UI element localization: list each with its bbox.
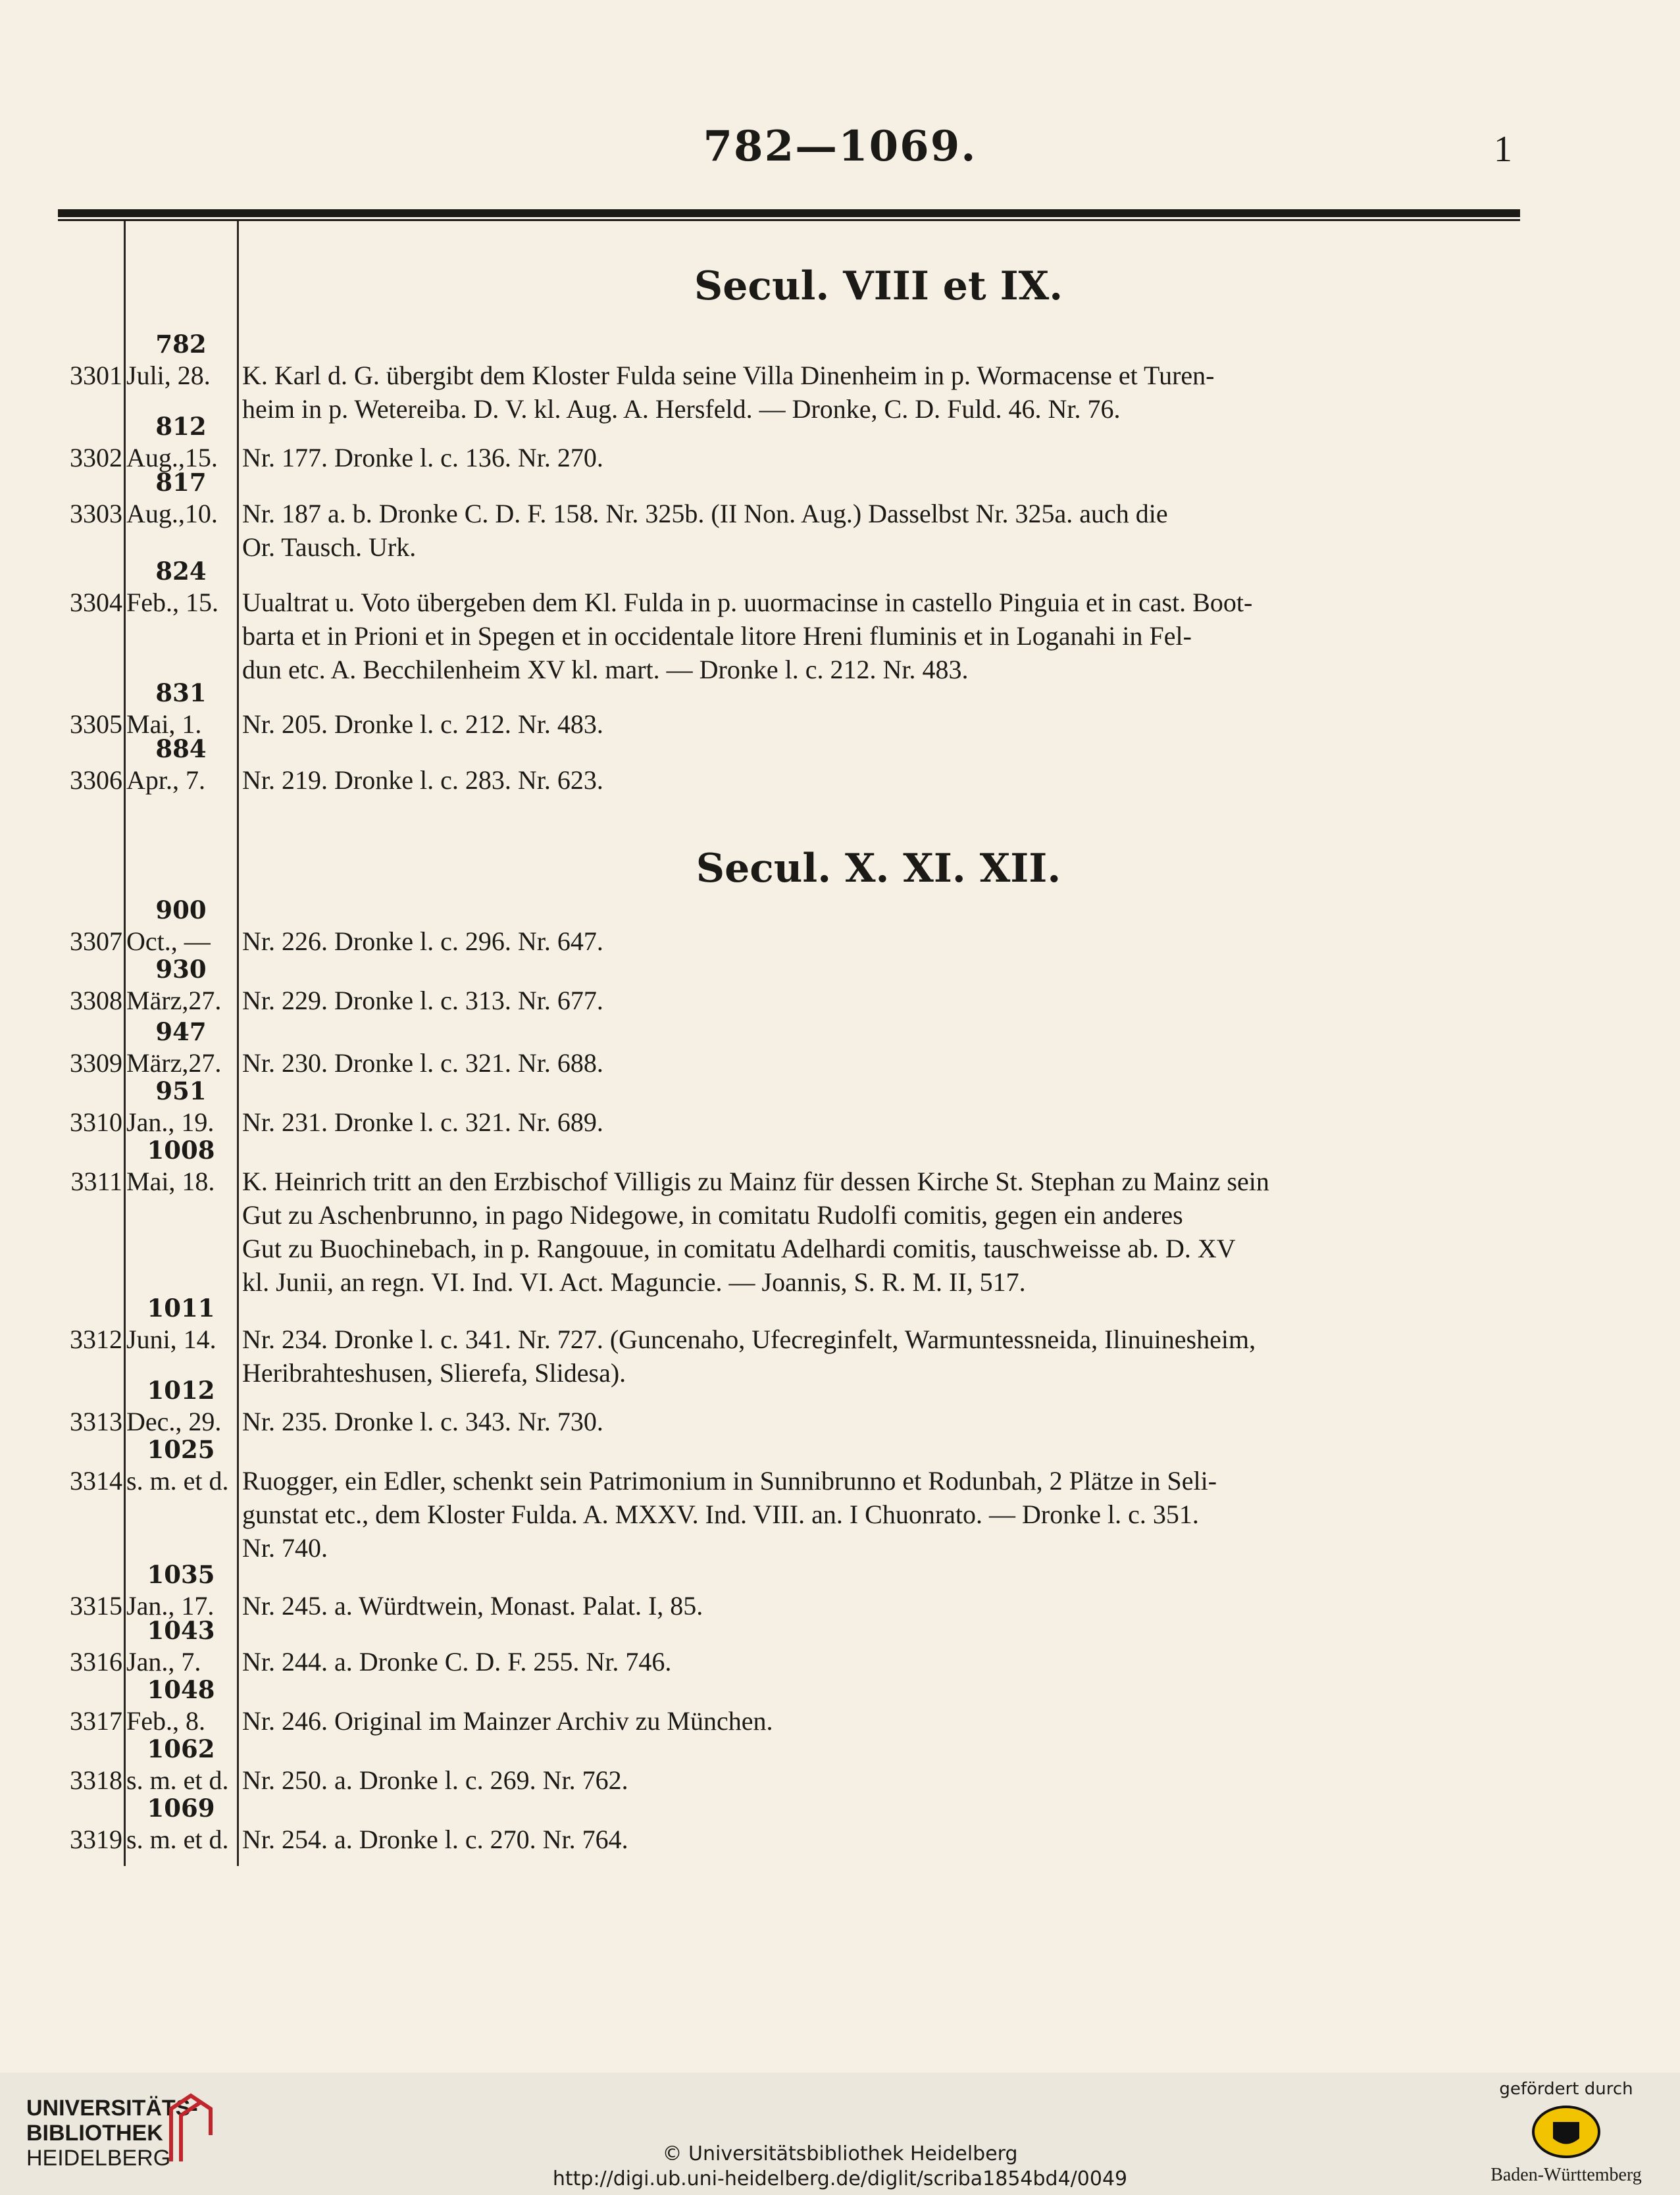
entry-text-line: heim in p. Wetereiba. D. V. kl. Aug. A. Hersfeld. — Dronke, C. D. Fuld. 46. Nr. 76. — [242, 394, 1121, 424]
entry-text-line: Nr. 245. a. Würdtwein, Monast. Palat. I, 85. — [242, 1591, 703, 1621]
entry-date: s. m. et d. — [126, 1825, 229, 1854]
running-head: 782—1069. — [703, 122, 977, 171]
entry-date: s. m. et d. — [126, 1466, 229, 1496]
entry-text — [242, 1763, 1520, 1797]
entry-text-line: Gut zu Aschenbrunno, in pago Nidegowe, in comitatu Rudolfi comitis, gegen ein anderes — [242, 1200, 1183, 1230]
entry-text-line: Nr. 226. Dronke l. c. 296. Nr. 647. — [242, 926, 603, 956]
entry-text — [242, 984, 1520, 1017]
entry-date: Juli, 28. — [126, 361, 211, 390]
entry-number: 3315 — [70, 1591, 122, 1621]
copyright-block — [0, 2142, 1680, 2192]
entry-text-line: Nr. 235. Dronke l. c. 343. Nr. 730. — [242, 1407, 603, 1436]
entry-text — [242, 1464, 1520, 1565]
entry-number: 3302 — [70, 443, 122, 472]
entry-date: Feb., 8. — [126, 1706, 205, 1736]
entry-number: 3312 — [70, 1325, 122, 1354]
entry-year: 1025 — [147, 1435, 215, 1464]
entry-text-line: K. Karl d. G. übergibt dem Kloster Fulda seine Villa Dinenheim in p. Wormacense et Turen- — [242, 361, 1215, 390]
sponsor-name: Baden-Württemberg — [1490, 2165, 1642, 2185]
entry-year: 947 — [155, 1017, 207, 1046]
entry-number: 3310 — [70, 1107, 122, 1137]
entry-text-line: gunstat etc., dem Kloster Fulda. A. MXXV. Ind. VIII. an. I Chuonrato. — Dronke l. c. 351. — [242, 1500, 1199, 1529]
entry-number: 3308 — [70, 986, 122, 1015]
entry-year: 1043 — [147, 1616, 215, 1645]
entry-text — [242, 586, 1520, 686]
entry-number: 3306 — [70, 765, 122, 795]
entry-year: 1011 — [147, 1294, 215, 1323]
entry-date: Oct., — — [126, 926, 211, 956]
entry-date: Jan., 19. — [126, 1107, 215, 1137]
entry-date: März,27. — [126, 1048, 222, 1078]
entry-number: 3319 — [70, 1825, 122, 1854]
entry-text-line: Or. Tausch. Urk. — [242, 532, 417, 562]
entry-date: Mai, 1. — [126, 709, 202, 739]
entry-year: 1062 — [147, 1734, 215, 1763]
entry-text — [242, 707, 1520, 741]
entry-year: 900 — [155, 896, 207, 924]
entry-text-line: Nr. 219. Dronke l. c. 283. Nr. 623. — [242, 765, 603, 795]
entry-text — [242, 359, 1520, 426]
entry-text-line: Nr. 246. Original im Mainzer Archiv zu München. — [242, 1706, 773, 1736]
entry-year: 930 — [155, 955, 207, 984]
entry-date: März,27. — [126, 986, 222, 1015]
entry-text-line: Heribrahteshusen, Slierefa, Slidesa). — [242, 1358, 626, 1388]
entry-number: 3307 — [70, 926, 122, 956]
entry-text — [242, 924, 1520, 958]
header-rule-thin — [58, 219, 1520, 221]
entry-text-line: Nr. 244. a. Dronke C. D. F. 255. Nr. 746. — [242, 1647, 672, 1677]
entry-text-line: barta et in Prioni et in Spegen et in occidentale litore Hreni fluminis et in Loganahi in Fel- — [242, 621, 1192, 651]
entry-number: 3304 — [70, 588, 122, 617]
entry-date: Juni, 14. — [126, 1325, 216, 1354]
entry-text-line: Nr. 230. Dronke l. c. 321. Nr. 688. — [242, 1048, 603, 1078]
entry-number: 3316 — [70, 1647, 122, 1677]
entry-text-line: dun etc. A. Becchilenheim XV kl. mart. — Dronke l. c. 212. Nr. 483. — [242, 655, 969, 684]
section-heading: Secul. X. XI. XII. — [696, 845, 1061, 892]
entry-text — [242, 1405, 1520, 1438]
entry-year: 812 — [155, 412, 207, 441]
entry-year: 1012 — [147, 1376, 215, 1405]
copyright-text: © Universitätsbibliothek Heidelberg — [662, 2142, 1018, 2165]
entry-text-line: Uualtrat u. Voto übergeben dem Kl. Fulda in p. uuormacinse in castello Pinguia et in cast. Boot- — [242, 588, 1253, 617]
entry-number: 3305 — [70, 709, 122, 739]
entry-year: 1008 — [147, 1136, 215, 1165]
entry-text-line: Nr. 250. a. Dronke l. c. 269. Nr. 762. — [242, 1765, 628, 1795]
source-url[interactable]: http://digi.ub.uni-heidelberg.de/diglit/scriba1854bd4/0049 — [552, 2167, 1128, 2190]
entry-text-line: Nr. 187 a. b. Dronke C. D. F. 158. Nr. 325b. (II Non. Aug.) Dasselbst Nr. 325a. auch die — [242, 499, 1168, 528]
entry-date: Mai, 18. — [126, 1167, 215, 1196]
crest-icon — [1530, 2102, 1602, 2161]
entry-number: 3309 — [70, 1048, 122, 1078]
entry-text-line: kl. Junii, an regn. VI. Ind. VI. Act. Maguncie. — Joannis, S. R. M. II, 517. — [242, 1267, 1026, 1297]
entry-text-line: Nr. 229. Dronke l. c. 313. Nr. 677. — [242, 986, 603, 1015]
column-divider — [237, 221, 239, 1866]
entry-text — [242, 497, 1520, 564]
entry-text-line: Nr. 740. — [242, 1533, 328, 1563]
entry-number: 3301 — [70, 361, 122, 390]
entry-text — [242, 1323, 1520, 1390]
library-name-line: HEIDELBERG — [26, 2146, 171, 2171]
entry-number: 3318 — [70, 1765, 122, 1795]
entry-text — [242, 441, 1520, 474]
entry-text-line: Nr. 177. Dronke l. c. 136. Nr. 270. — [242, 443, 603, 472]
entry-text — [242, 763, 1520, 797]
entry-text-line: Nr. 205. Dronke l. c. 212. Nr. 483. — [242, 709, 603, 739]
entry-text — [242, 1165, 1520, 1299]
entry-date: Apr., 7. — [126, 765, 205, 795]
entry-text — [242, 1105, 1520, 1139]
entry-number: 3311 — [70, 1167, 122, 1196]
entry-date: Jan., 7. — [126, 1647, 201, 1677]
entry-text — [242, 1823, 1520, 1856]
entry-number: 3313 — [70, 1407, 122, 1436]
entry-number: 3314 — [70, 1466, 122, 1496]
entry-year: 1035 — [147, 1560, 215, 1589]
entry-date: Feb., 15. — [126, 588, 218, 617]
entry-date: s. m. et d. — [126, 1765, 229, 1795]
entry-year: 831 — [155, 678, 207, 707]
entry-year: 951 — [155, 1076, 207, 1105]
entry-year: 824 — [155, 557, 207, 586]
library-name-line: UNIVERSITÄTS- — [26, 2096, 198, 2121]
entry-date: Aug.,15. — [126, 443, 218, 472]
entry-date: Dec., 29. — [126, 1407, 222, 1436]
entry-number: 3303 — [70, 499, 122, 528]
entry-text — [242, 1046, 1520, 1080]
entry-text-line: K. Heinrich tritt an den Erzbischof Villigis zu Mainz für dessen Kirche St. Stephan zu Mainz sein — [242, 1167, 1269, 1196]
entry-number: 3317 — [70, 1706, 122, 1736]
entry-year: 884 — [155, 734, 207, 763]
entry-date: Jan., 17. — [126, 1591, 215, 1621]
section-heading: Secul. VIII et IX. — [694, 263, 1063, 309]
entry-text — [242, 1704, 1520, 1738]
entry-text-line: Ruogger, ein Edler, schenkt sein Patrimonium in Sunnibrunno et Rodunbah, 2 Plätze in Seli- — [242, 1466, 1217, 1496]
library-name-line: BIBLIOTHEK — [26, 2121, 163, 2146]
entry-text — [242, 1589, 1520, 1623]
entry-text — [242, 1645, 1520, 1678]
entry-text-line: Nr. 234. Dronke l. c. 341. Nr. 727. (Guncenaho, Ufecreginfelt, Warmuntessneida, Ilinuinesheim, — [242, 1325, 1256, 1354]
entry-date: Aug.,10. — [126, 499, 218, 528]
entry-text-line: Nr. 254. a. Dronke l. c. 270. Nr. 764. — [242, 1825, 628, 1854]
page-number: 1 — [1494, 129, 1512, 170]
entry-text-line: Nr. 231. Dronke l. c. 321. Nr. 689. — [242, 1107, 603, 1137]
sponsor-label: gefördert durch — [1499, 2079, 1633, 2099]
entry-year: 1048 — [147, 1675, 215, 1704]
entry-year: 817 — [155, 468, 207, 497]
entry-year: 1069 — [147, 1794, 215, 1823]
entry-year: 782 — [155, 330, 207, 359]
header-rule — [58, 209, 1520, 217]
entry-text-line: Gut zu Buochinebach, in p. Rangouue, in comitatu Adelhardi comitis, tauschweisse ab. D. XV — [242, 1234, 1236, 1263]
